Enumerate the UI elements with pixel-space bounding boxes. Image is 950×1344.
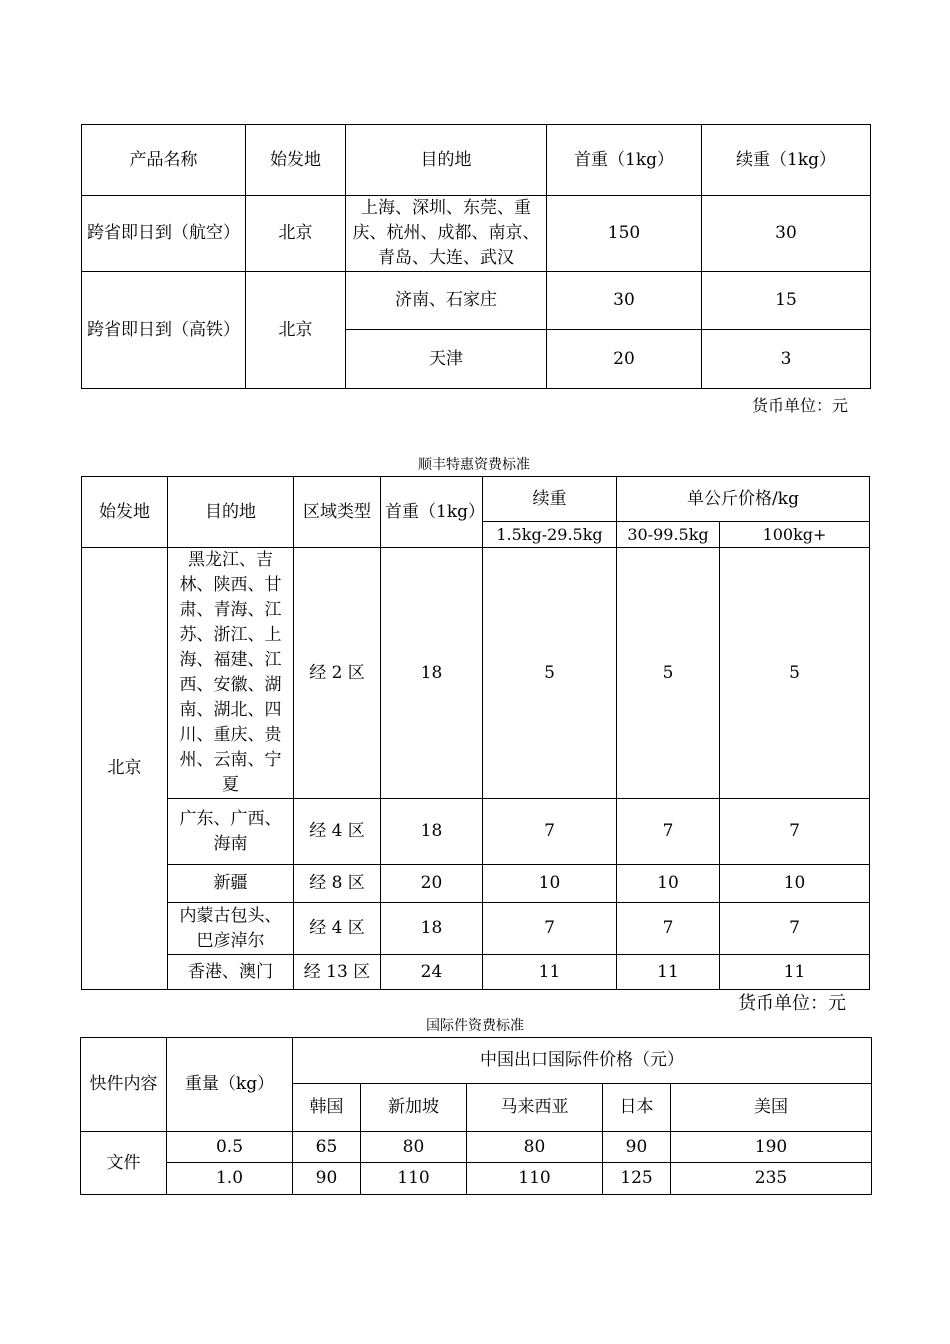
range-3-price: 5 — [720, 548, 870, 799]
weight-value: 1.0 — [167, 1163, 293, 1195]
destination: 济南、石家庄 — [346, 272, 547, 330]
table-row — [82, 196, 871, 272]
currency-note: 货币单位：元 — [752, 396, 849, 415]
table-row — [82, 548, 870, 799]
product-name: 跨省即日到（航空） — [82, 196, 246, 272]
header-origin: 始发地 — [246, 125, 346, 196]
range-2-price: 7 — [617, 799, 720, 865]
first-weight-price: 18 — [381, 799, 483, 865]
destination: 黑龙江、吉林、陕西、甘肃、青海、江苏、浙江、上海、福建、江西、安徽、湖南、湖北、四川、重庆、贵州、云南、宁夏 — [168, 548, 294, 799]
price-singapore: 80 — [361, 1132, 467, 1163]
header-country-usa: 美国 — [671, 1084, 872, 1132]
weight-value: 0.5 — [167, 1132, 293, 1163]
price-singapore: 110 — [361, 1163, 467, 1195]
extra-weight-price: 15 — [702, 272, 871, 330]
table-row — [82, 955, 870, 990]
price-malaysia: 80 — [467, 1132, 603, 1163]
first-weight-price: 20 — [381, 865, 483, 903]
first-weight-price: 18 — [381, 548, 483, 799]
table-header-row — [81, 1038, 872, 1084]
range-1-price: 11 — [483, 955, 617, 990]
price-japan: 125 — [603, 1163, 671, 1195]
header-country-malaysia: 马来西亚 — [467, 1084, 603, 1132]
header-zone-type: 区域类型 — [294, 477, 381, 548]
header-range-3: 100kg+ — [720, 522, 870, 548]
range-1-price: 7 — [483, 799, 617, 865]
range-2-price: 11 — [617, 955, 720, 990]
header-range-2: 30-99.5kg — [617, 522, 720, 548]
origin: 北京 — [246, 272, 346, 389]
range-2-price: 5 — [617, 548, 720, 799]
price-usa: 235 — [671, 1163, 872, 1195]
table-header-row — [82, 477, 870, 522]
first-weight-price: 20 — [547, 330, 702, 389]
header-range-1: 1.5kg-29.5kg — [483, 522, 617, 548]
header-country-singapore: 新加坡 — [361, 1084, 467, 1132]
destination: 内蒙古包头、巴彦淖尔 — [168, 903, 294, 955]
header-weight: 重量（kg） — [167, 1038, 293, 1132]
destination: 广东、广西、海南 — [168, 799, 294, 865]
header-extra-weight: 续重（1kg） — [702, 125, 871, 196]
header-first-weight: 首重（1kg） — [381, 477, 483, 548]
currency-note: 货币单位：元 — [738, 993, 846, 1014]
table-row — [82, 903, 870, 955]
first-weight-price: 150 — [547, 196, 702, 272]
first-weight-price: 24 — [381, 955, 483, 990]
zone-type: 经 13 区 — [294, 955, 381, 990]
range-3-price: 7 — [720, 903, 870, 955]
header-destination: 目的地 — [168, 477, 294, 548]
range-1-price: 7 — [483, 903, 617, 955]
range-1-price: 10 — [483, 865, 617, 903]
price-malaysia: 110 — [467, 1163, 603, 1195]
range-2-price: 10 — [617, 865, 720, 903]
header-country-japan: 日本 — [603, 1084, 671, 1132]
header-export-price: 中国出口国际件价格（元） — [293, 1038, 872, 1084]
range-3-price: 11 — [720, 955, 870, 990]
table-row — [82, 272, 871, 330]
header-first-weight: 首重（1kg） — [547, 125, 702, 196]
header-product: 产品名称 — [82, 125, 246, 196]
price-korea: 65 — [293, 1132, 361, 1163]
header-origin: 始发地 — [82, 477, 168, 548]
sf-discount-price-table — [81, 476, 870, 990]
range-3-price: 7 — [720, 799, 870, 865]
destination: 新疆 — [168, 865, 294, 903]
table-row — [81, 1132, 872, 1163]
international-price-table — [80, 1037, 872, 1195]
range-3-price: 10 — [720, 865, 870, 903]
extra-weight-price: 30 — [702, 196, 871, 272]
header-country-korea: 韩国 — [293, 1084, 361, 1132]
origin: 北京 — [82, 548, 168, 990]
product-name: 跨省即日到（高铁） — [82, 272, 246, 389]
zone-type: 经 4 区 — [294, 799, 381, 865]
table-title: 顺丰特惠资费标准 — [418, 457, 530, 473]
header-content: 快件内容 — [81, 1038, 167, 1132]
extra-weight-price: 3 — [702, 330, 871, 389]
destination: 天津 — [346, 330, 547, 389]
zone-type: 经 8 区 — [294, 865, 381, 903]
content-type: 文件 — [81, 1132, 167, 1195]
zone-type: 经 2 区 — [294, 548, 381, 799]
price-japan: 90 — [603, 1132, 671, 1163]
price-usa: 190 — [671, 1132, 872, 1163]
express-price-table — [81, 124, 871, 389]
header-extra-weight: 续重 — [483, 477, 617, 522]
table-row — [81, 1163, 872, 1195]
header-destination: 目的地 — [346, 125, 547, 196]
table-row — [82, 865, 870, 903]
table-row — [82, 799, 870, 865]
destination: 香港、澳门 — [168, 955, 294, 990]
table-header-row — [82, 125, 871, 196]
origin: 北京 — [246, 196, 346, 272]
zone-type: 经 4 区 — [294, 903, 381, 955]
first-weight-price: 30 — [547, 272, 702, 330]
range-2-price: 7 — [617, 903, 720, 955]
price-korea: 90 — [293, 1163, 361, 1195]
range-1-price: 5 — [483, 548, 617, 799]
destination: 上海、深圳、东莞、重庆、杭州、成都、南京、青岛、大连、武汉 — [346, 196, 547, 272]
first-weight-price: 18 — [381, 903, 483, 955]
header-per-kg-price: 单公斤价格/kg — [617, 477, 870, 522]
table-title: 国际件资费标准 — [426, 1018, 524, 1034]
